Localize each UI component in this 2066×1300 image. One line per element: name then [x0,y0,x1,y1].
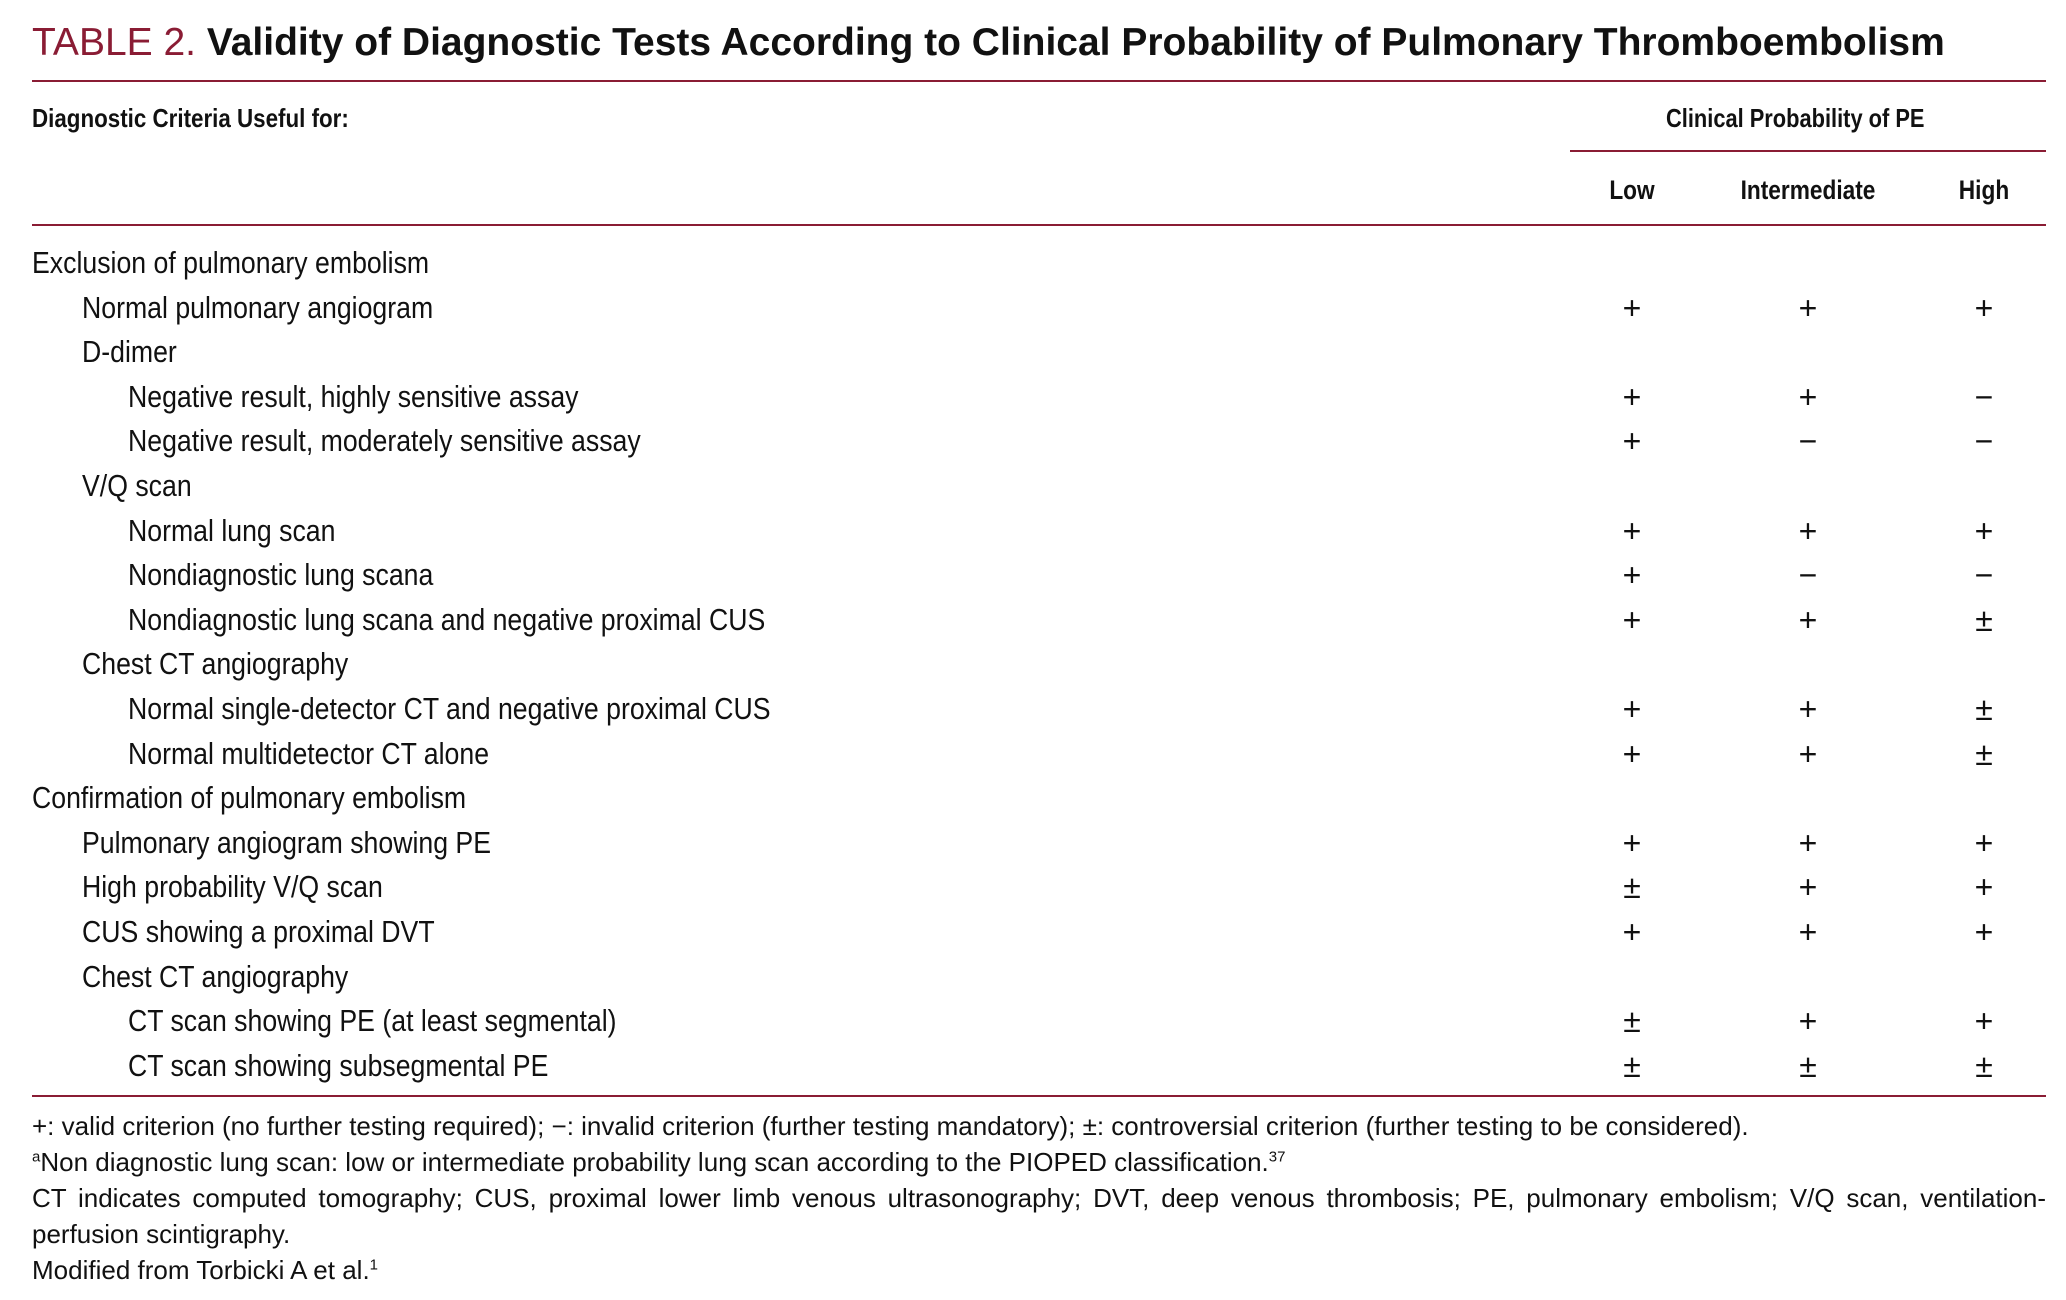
cell-low: + [1622,378,1642,415]
criterion-label: CT scan showing subsegmental PE [128,1047,549,1083]
group-header-rule [1570,150,2046,152]
footnote-text: Non diagnostic lung scan: low or intermediate probability lung scan according to the PIOPED classification. [40,1147,1269,1177]
criterion-label: Nondiagnostic lung scana and negative proximal CUS [128,601,766,637]
cell-intermediate: + [1798,824,1818,861]
cell-intermediate: + [1798,378,1818,415]
footnote-marker: a [32,1148,41,1166]
column-header-intermediate: Intermediate [1740,175,1876,205]
criterion-label: CT scan showing PE (at least segmental) [128,1003,617,1039]
cell-high: + [1974,824,1994,861]
cell-intermediate: + [1798,1003,1818,1040]
column-header-high: High [1958,175,2010,205]
table-row [32,865,2046,909]
table-row [32,553,2046,597]
cell-high: − [1974,557,1994,594]
cell-high: + [1974,869,1994,906]
table-title [32,18,1945,68]
cell-low: + [1622,557,1642,594]
table-row [32,687,2046,731]
cell-high: + [1974,512,1994,549]
cell-high: ± [1975,735,1993,772]
legend-note [32,1108,2046,1144]
criterion-label: Normal pulmonary angiogram [82,289,434,325]
top-rule [32,80,2046,82]
table-row [32,1044,2046,1088]
cell-high: + [1974,914,1994,950]
table-row [32,286,2046,330]
criterion-label: Nondiagnostic lung scana [128,557,434,593]
cell-intermediate: − [1798,423,1818,460]
cell-intermediate: + [1798,869,1818,906]
table-row [32,464,2046,508]
cell-low: + [1622,601,1642,638]
cell-low: + [1622,423,1642,460]
table-row [32,419,2046,463]
cell-high: + [1974,1003,1994,1040]
footnote-reference: 37 [1268,1148,1286,1166]
criterion-label: Negative result, highly sensitive assay [128,378,579,414]
cell-low: ± [1623,1047,1641,1084]
table-row [32,776,2046,820]
table-figure [32,0,2046,1300]
section-label: Exclusion of pulmonary embolism [32,245,430,280]
criterion-label: Chest CT angiography [82,646,349,682]
probability-group-header: Clinical Probability of PE [1666,103,1925,133]
table-caption: Validity of Diagnostic Tests According to Clinical Probability of Pulmonary Thromboembolism [206,21,1945,64]
table-row [32,509,2046,553]
cell-intermediate: + [1798,512,1818,549]
cell-high: ± [1975,691,1993,727]
legend-text: +: valid criterion (no further testing required); −: invalid criterion (further testing mandatory); ±: controversial criterion (further testing to be considered). [32,1111,1749,1141]
source-reference: 1 [369,1256,379,1274]
table-row [32,241,2046,285]
cell-intermediate: − [1798,557,1818,594]
criterion-label: Negative result, moderately sensitive assay [128,423,641,459]
abbreviations-line-1: CT indicates computed tomography; CUS, proximal lower limb venous ultrasonography; DVT, deep venous thrombosis; PE, pulmonary embolism; V/Q scan, ventilation- [32,1183,2046,1213]
cell-low: + [1622,824,1642,861]
cell-low: + [1622,914,1642,950]
cell-intermediate: + [1798,601,1818,638]
table-notes [32,1108,2046,1288]
cell-high: − [1974,378,1994,415]
table-row [32,955,2046,999]
source-note [32,1252,2046,1288]
cell-low: + [1622,289,1642,326]
table-row [32,999,2046,1043]
table-row [32,821,2046,865]
cell-high: + [1974,289,1994,326]
criterion-label: Normal lung scan [128,512,336,548]
table-row [32,732,2046,776]
cell-intermediate: + [1798,691,1818,727]
cell-low: ± [1623,1003,1641,1040]
criterion-label: V/Q scan [82,468,192,503]
cell-intermediate: + [1798,289,1818,326]
bottom-rule [32,1095,2046,1097]
cell-high: ± [1975,1047,1993,1084]
cell-low: + [1622,691,1642,727]
cell-intermediate: + [1798,735,1818,772]
criterion-label: Pulmonary angiogram showing PE [82,824,492,860]
criterion-label: D-dimer [82,334,177,370]
cell-intermediate: ± [1799,1047,1817,1084]
source-text: Modified from Torbicki A et al. [32,1255,370,1285]
cell-high: ± [1975,601,1993,638]
abbreviations-line-2: perfusion scintigraphy. [32,1219,291,1249]
criterion-label: Normal single-detector CT and negative proximal CUS [128,691,771,726]
column-header-low: Low [1609,175,1655,205]
criterion-label: High probability V/Q scan [82,869,383,905]
cell-intermediate: + [1798,914,1818,950]
section-label: Confirmation of pulmonary embolism [32,780,467,816]
header-bottom-rule [32,224,2046,226]
table-row [32,598,2046,642]
cell-low: ± [1623,869,1641,906]
table-label: TABLE 2. [32,21,197,64]
criterion-label: Chest CT angiography [82,958,349,994]
cell-low: + [1622,735,1642,772]
criteria-header: Diagnostic Criteria Useful for: [32,103,349,133]
footnote-a [32,1144,2046,1180]
table-row [32,330,2046,374]
table-row [32,910,2046,954]
table-row [32,375,2046,419]
table-row [32,642,2046,686]
criterion-label: CUS showing a proximal DVT [82,914,435,949]
cell-high: − [1974,423,1994,460]
criterion-label: Normal multidetector CT alone [128,735,490,771]
cell-low: + [1622,512,1642,549]
